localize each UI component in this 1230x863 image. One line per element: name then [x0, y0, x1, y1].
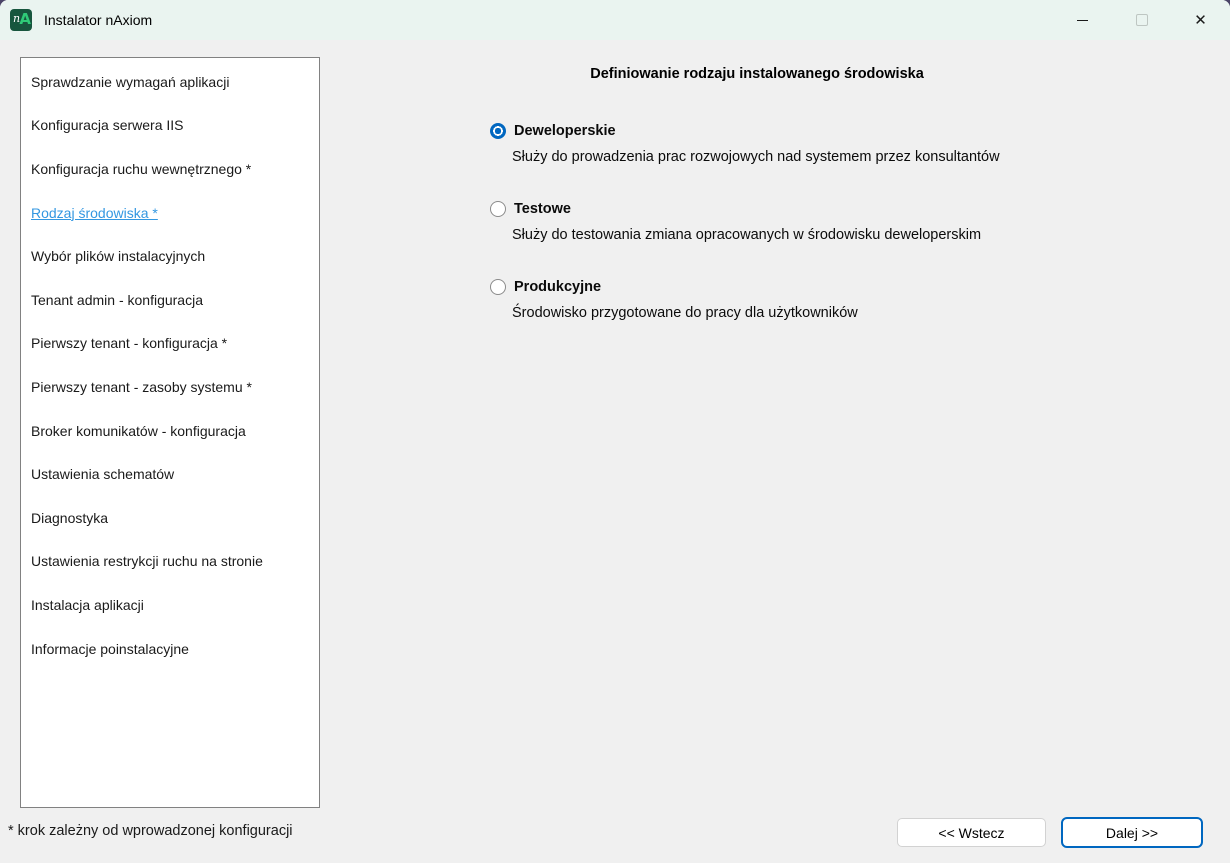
app-icon-letter-n: n — [13, 12, 21, 25]
wizard-step — [21, 452, 319, 496]
wizard-step-label: Informacje poinstalacyjne — [31, 640, 189, 657]
radio-option-description: Służy do testowania zmiana opracowanych w środowisku deweloperskim — [512, 227, 982, 243]
wizard-steps-panel — [20, 57, 320, 808]
app-icon — [10, 9, 32, 31]
app-icon-letter-a: A — [19, 10, 31, 28]
wizard-step — [21, 496, 319, 540]
wizard-step-label: Diagnostyka — [31, 509, 109, 526]
wizard-step — [21, 409, 319, 453]
back-button[interactable]: << Wstecz — [897, 818, 1046, 847]
radio-option-description: Środowisko przygotowane do pracy dla użytkowników — [512, 305, 858, 321]
maximize-icon — [1112, 0, 1171, 40]
environment-radio-group — [490, 120, 1194, 327]
wizard-step-label: Broker komunikatów - konfiguracja — [31, 422, 246, 439]
wizard-step — [21, 234, 319, 278]
wizard-step — [21, 60, 319, 104]
next-button[interactable]: Dalej >> — [1061, 817, 1203, 848]
wizard-step — [21, 322, 319, 366]
wizard-step — [21, 104, 319, 148]
wizard-step-label: Pierwszy tenant - zasoby systemu * — [31, 378, 252, 395]
wizard-step — [21, 278, 319, 322]
minimize-icon[interactable] — [1053, 0, 1112, 40]
radio-option-label[interactable]: Deweloperskie — [514, 123, 616, 139]
radio-option-label[interactable]: Testowe — [514, 201, 571, 217]
wizard-step-label: Wybór plików instalacyjnych — [31, 248, 206, 265]
radio-option — [490, 120, 1194, 171]
radio-option — [490, 276, 1194, 327]
radio-option-label[interactable]: Produkcyjne — [514, 279, 602, 295]
wizard-step-label[interactable]: Rodzaj środowiska * — [31, 204, 158, 221]
footnote: * krok zależny od wprowadzonej konfiguracji — [8, 823, 293, 839]
wizard-step — [21, 191, 319, 235]
wizard-step-label: Konfiguracja serwera IIS — [31, 117, 184, 134]
page-title: Definiowanie rodzaju instalowanego środowiska — [590, 66, 924, 82]
wizard-step-label: Ustawienia schematów — [31, 466, 175, 483]
close-icon[interactable]: ✕ — [1194, 12, 1207, 29]
wizard-step-label: Sprawdzanie wymagań aplikacji — [31, 73, 230, 90]
wizard-step-label: Tenant admin - konfiguracja — [31, 291, 203, 308]
radio-button-icon[interactable] — [490, 123, 506, 139]
radio-button-icon[interactable] — [490, 201, 506, 217]
radio-option — [490, 198, 1194, 249]
wizard-step — [21, 147, 319, 191]
main-content — [320, 40, 1230, 863]
wizard-step — [21, 365, 319, 409]
titlebar — [0, 0, 1230, 40]
radio-option-description: Służy do prowadzenia prac rozwojowych nad systemem przez konsultantów — [512, 149, 1000, 165]
radio-button-icon[interactable] — [490, 279, 506, 295]
wizard-step — [21, 627, 319, 671]
wizard-step — [21, 540, 319, 584]
window-title: Instalator nAxiom — [44, 12, 153, 28]
wizard-step-label: Pierwszy tenant - konfiguracja * — [31, 335, 228, 352]
wizard-step-label: Ustawienia restrykcji ruchu na stronie — [31, 553, 263, 570]
wizard-step-label: Konfiguracja ruchu wewnętrznego * — [31, 160, 252, 177]
window-controls — [1053, 0, 1230, 40]
wizard-step — [21, 583, 319, 627]
wizard-step-label: Instalacja aplikacji — [31, 596, 144, 613]
